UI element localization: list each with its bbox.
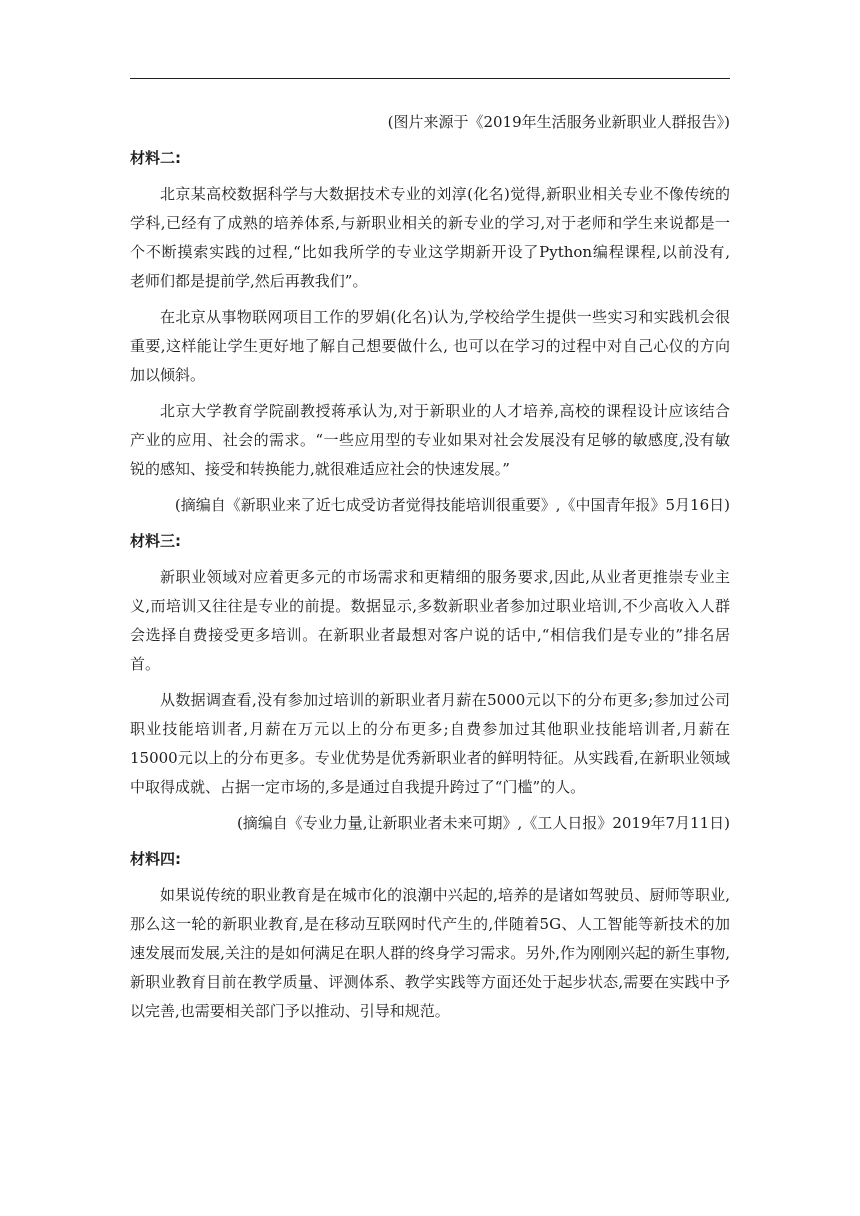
paragraph xyxy=(130,881,730,1026)
paragraph xyxy=(130,563,730,679)
paragraph-line: 那么这一轮的新职业教育,是在移动互联网时代产生的,伴随着5G、人工智能等新技术的加 xyxy=(130,915,730,933)
paragraph-line: 中取得成就、占据一定市场的,多是通过自我提升跨过了“门槛”的人。 xyxy=(130,778,586,796)
paragraph-line: 重要,这样能让学生更好地了解自己想要做什么, 也可以在学习的过程中对自己心仪的方向 xyxy=(130,337,730,355)
paragraph-line: 以完善,也需要相关部门予以推动、引导和规范。 xyxy=(130,1002,450,1020)
paragraph-line: 如果说传统的职业教育是在城市化的浪潮中兴起的,培养的是诸如驾驶员、厨师等职业, xyxy=(160,886,730,904)
paragraph-line: 从数据调查看,没有参加过培训的新职业者月薪在5000元以下的分布更多;参加过公司 xyxy=(160,691,730,709)
paragraph xyxy=(130,686,730,802)
paragraph-line: 新职业教育目前在教学质量、评测体系、教学实践等方面还处于起步状态,需要在实践中予 xyxy=(130,973,730,991)
paragraph-line: 速发展而发展,关注的是如何满足在职人群的终身学习需求。另外,作为刚刚兴起的新生事物, xyxy=(130,944,730,962)
paragraph-line: 首。 xyxy=(130,655,161,673)
paragraph-line: 学科,已经有了成熟的培养体系,与新职业相关的新专业的学习,对于老师和学生来说都是一 xyxy=(130,214,730,232)
document-body xyxy=(130,108,730,1033)
paragraph-line: 职业技能培训者,月薪在万元以上的分布更多;自费参加过其他职业技能培训者,月薪在 xyxy=(130,720,730,738)
paragraph-line: 北京大学教育学院副教授蒋承认为,对于新职业的人才培养,高校的课程设计应该结合 xyxy=(160,402,730,420)
section-heading: 材料二: xyxy=(130,149,181,167)
material-section xyxy=(130,527,730,845)
citation: (摘编自《专业力量,让新职业者未来可期》,《工人日报》2019年7月11日) xyxy=(236,814,730,832)
paragraph-line: 新职业领域对应着更多元的市场需求和更精细的服务要求,因此,从业者更推崇专业主 xyxy=(160,568,730,586)
paragraph-line: 老师们都是提前学,然后再教我们”。 xyxy=(130,272,368,290)
image-source-note: (图片来源于《2019年生活服务业新职业人群报告》) xyxy=(387,113,730,131)
header-rule xyxy=(130,78,730,79)
paragraph-line: 在北京从事物联网项目工作的罗娟(化名)认为,学校给学生提供一些实习和实践机会很 xyxy=(160,308,730,326)
paragraph-line: 15000元以上的分布更多。专业优势是优秀新职业者的鲜明特征。从实践看,在新职业领域 xyxy=(130,749,730,767)
section-heading: 材料三: xyxy=(130,532,181,550)
paragraph-line: 个不断摸索实践的过程,“比如我所学的专业这学期新开设了Python编程课程,以前没有, xyxy=(130,243,730,261)
material-section xyxy=(130,845,730,1033)
paragraph-line: 锐的感知、接受和转换能力,就很难适应社会的快速发展。” xyxy=(130,460,510,478)
paragraph-line: 产业的应用、社会的需求。“一些应用型的专业如果对社会发展没有足够的敏感度,没有敏 xyxy=(130,431,730,449)
paragraph xyxy=(130,397,730,484)
sections xyxy=(130,144,730,1033)
paragraph-line: 加以倾斜。 xyxy=(130,366,206,384)
paragraph-line: 北京某高校数据科学与大数据技术专业的刘淳(化名)觉得,新职业相关专业不像传统的 xyxy=(160,185,730,203)
paragraph-line: 会选择自费接受更多培训。在新职业者最想对客户说的话中,“相信我们是专业的”排名居 xyxy=(130,626,730,644)
citation: (摘编自《新职业来了近七成受访者觉得技能培训很重要》,《中国青年报》5月16日) xyxy=(174,496,730,514)
material-section xyxy=(130,144,730,527)
paragraph xyxy=(130,303,730,390)
paragraph xyxy=(130,180,730,296)
paragraph-line: 义,而培训又往往是专业的前提。数据显示,多数新职业者参加过职业培训,不少高收入人群 xyxy=(130,597,730,615)
section-heading: 材料四: xyxy=(130,850,181,868)
